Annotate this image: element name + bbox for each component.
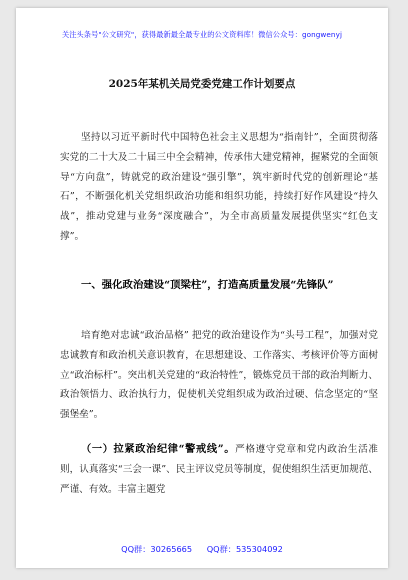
subsection-1-lead: （一）拉紧政治纪律“警戒线”。: [81, 443, 236, 455]
header-notice: 关注头条号"公文研究"，获得最新最全最专业的公文资料库！微信公众号：gongwenyj: [61, 30, 343, 39]
footer-qq-group-2: QQ群：535304092: [206, 544, 283, 554]
subsection-1-body: 严格遵守党章和党内政治生活准则，认真落实“三会一课”、民主评议党员等制度，促使组织生活更加规范、严谨、有效。丰富主题党: [60, 444, 378, 495]
document-title: 2025年某机关局党委党建工作计划要点: [108, 78, 296, 90]
document-page: [16, 8, 388, 568]
footer-qq-group-1: QQ群：30265665: [121, 544, 193, 554]
footer-contact: [16, 544, 388, 555]
intro-paragraph: 坚持以习近平新时代中国特色社会主义思想为“指南针”，全面贯彻落实党的二十大及二十届三中全会精神，传承伟大建党精神，握紧党的全面领导“方向盘”，铸就党的政治建设“强引擎”，筑牢新时代党的创新理论“基石”，不断强化机关党组织政治功能和组织功能，持续打好作风建设“持久战”，推动党建与业务“深度融合”，为全市高质量发展提供坚实“红色支撑”。: [60, 132, 378, 242]
subsection-1-paragraph: [60, 440, 378, 540]
section-heading-1: 一、强化政治建设“顶梁柱”，打造高质量发展“先锋队”: [81, 279, 334, 291]
section-1-paragraph: 培育绝对忠诚“政治品格” 把党的政治建设作为“头号工程”，加强对党忠诚教育和政治机关意识教育，在思想建设、工作落实、考核评价等方面树立“政治标杆”。突出机关党建的“政治特性”，锻炼党员干部的政治判断力、政治领悟力、政治执行力，促使机关党组织成为政治过硬、信念坚定的“坚强堡垒”。: [60, 330, 378, 421]
